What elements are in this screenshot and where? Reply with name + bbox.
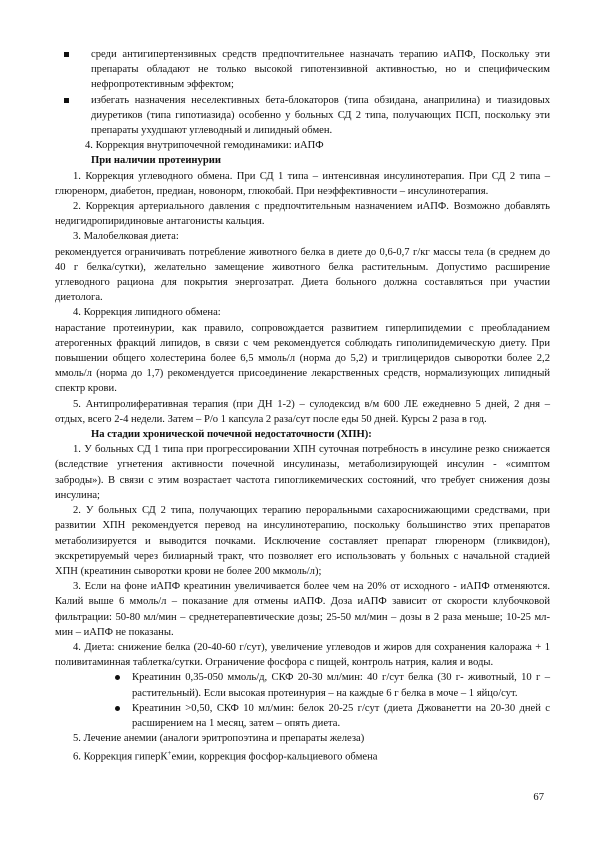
paragraph: 4. Коррекция липидного обмена:	[73, 307, 221, 319]
list-item: Креатинин 0,35-050 ммоль/д, СКФ 20-30 мл/мин: 40 г/сут белка (30 г- животный, 10 г – растительный). Если высокая протеинурия – на каждые 6 г белка в моче – 1 яйцо/сут.	[55, 670, 550, 700]
paragraph: 2. Коррекция артериального давления с предпочтительным назначением иАПФ. Возможно добавлять недигидропиридиновые антагонисты кальция.	[55, 201, 550, 228]
list-item: Креатинин >0,50, СКФ 10 мл/мин: белок 20-25 г/сут (диета Джованетти на 20-30 дней с расширением на 1 месяц, затем – опять диета.	[55, 701, 550, 731]
paragraph: 5. Лечение анемии (аналоги эритропоэтина и препараты железа)	[73, 733, 365, 745]
item-4-hemodynamics: 4. Коррекция внутрипочечной гемодинамики: иАПФ	[85, 140, 324, 152]
list-item: среди антигипертензивных средств предпочтительнее назначать терапию иАПФ, Поскольку эти препараты обладают не только высокой гипотензивной активностью, но и специфическим нефропротективным эффектом;	[55, 47, 550, 93]
heading-hpn: На стадии хронической почечной недостаточности (ХПН):	[91, 429, 372, 441]
list-item: избегать назначения неселективных бета-блокаторов (типа обзидана, анаприлина) и тиазидовых диуретиков (типа гипотиазида) особенно у больных СД 2 типа, получающих ПСП, поскольку эти препараты ухудшают углеводный и липидный обмен.	[55, 93, 550, 139]
paragraph: рекомендуется ограничивать потребление животного белка в диете до 0,6-0,7 г/кг массы тела (в среднем до 40 г белка/сутки), желательно замещение животного белка растительным. Допустимо расширение углеводного рациона для покрытия энергозатрат. Диета больного должна составляться при участии диетолога.	[55, 246, 550, 304]
heading-proteinuria: При наличии протеинурии	[91, 155, 221, 167]
paragraph: 5. Антипролиферативная терапия (при ДН 1-2) – сулодексид в/м 600 ЛЕ ежедневно 5 дней, 2 дня – отдых, всего 2-4 недели. Затем – Р/о 1 капсула 2 раза/сут после еды 50 дней. Курсы 2 раза в год.	[55, 398, 550, 425]
square-bullet-icon	[64, 52, 69, 57]
round-bullet-icon	[115, 675, 120, 680]
paragraph: 1. Коррекция углеводного обмена. При СД 1 типа – интенсивная инсулинотерапия. При СД 2 типа – глюренорм, диабетон, предиан, новонорм, глюкобай. При неэффективности – инсулинотерапия.	[55, 170, 550, 197]
paragraph: 3. Малобелковая диета:	[73, 231, 179, 243]
paragraph: 3. Если на фоне иАПФ креатинин увеличивается более чем на 20% от исходного - иАПФ отменяются. Калий выше 6 ммоль/л – показание для отмены иАПФ. Доза иАПФ зависит от скорости клубочковой фильтрации: 50-80 мл/мин – среднетерапевтические дозы; 25-50 мл/мин – дозы в 2 раза меньше; 10-25 мл-мин – иАПФ не показаны.	[55, 581, 550, 638]
square-bullet-icon	[64, 98, 69, 103]
page-number: 67	[533, 792, 544, 803]
paragraph: 4. Диета: снижение белка (20-40-60 г/сут), увеличение углеводов и жиров для сохранения калоража + 1 поливитаминная таблетка/сутки. Ограничение фосфора с пищей, контроль натрия, калия и воды.	[55, 641, 550, 669]
paragraph: нарастание протеинурии, как правило, сопровождается развитием гиперлипидемии с преобладанием атерогенных фракций липидов, в связи с чем рекомендуется соблюдать гиполипидемическую диету. При повышении общего холестерина более 6,5 ммоль/л (норма до 5,2) и триглицеридов сыворотки более 2,2 ммоль/л (норма до 1,7) рекомендуется присоединение лекарственных средств, нормализующих липидный спектр крови.	[55, 322, 550, 395]
paragraph: 6. Коррекция гиперК+емии, коррекция фосфор-кальциевого обмена	[73, 749, 378, 763]
round-bullet-icon	[115, 706, 120, 711]
paragraph: 1. У больных СД 1 типа при прогрессировании ХПН суточная потребность в инсулине резко снижается (вследствие угнетения активности почечной инсулиназы, метаболизирующей инсулин - «симптом заброды»). В связи с этим возрастает частота гипогликемических состояний, что требует снижения дозы инсулина;	[55, 444, 550, 501]
paragraph: 2. У больных СД 2 типа, получающих терапию пероральными сахароснижающими средствами, при развитии ХПН рекомендуется перевод на инсулинотерапию, поскольку большинство этих препаратов метаболизируется и выводится почками. Исключение составляет препарат глюренорм (гликвидон), экскретируемый через билиарный тракт, что позволяет его использовать у больных с начальной стадией ХПН (креатинин сыворотки крови не более 200 мкмоль/л);	[55, 505, 550, 577]
document-page	[55, 47, 550, 765]
